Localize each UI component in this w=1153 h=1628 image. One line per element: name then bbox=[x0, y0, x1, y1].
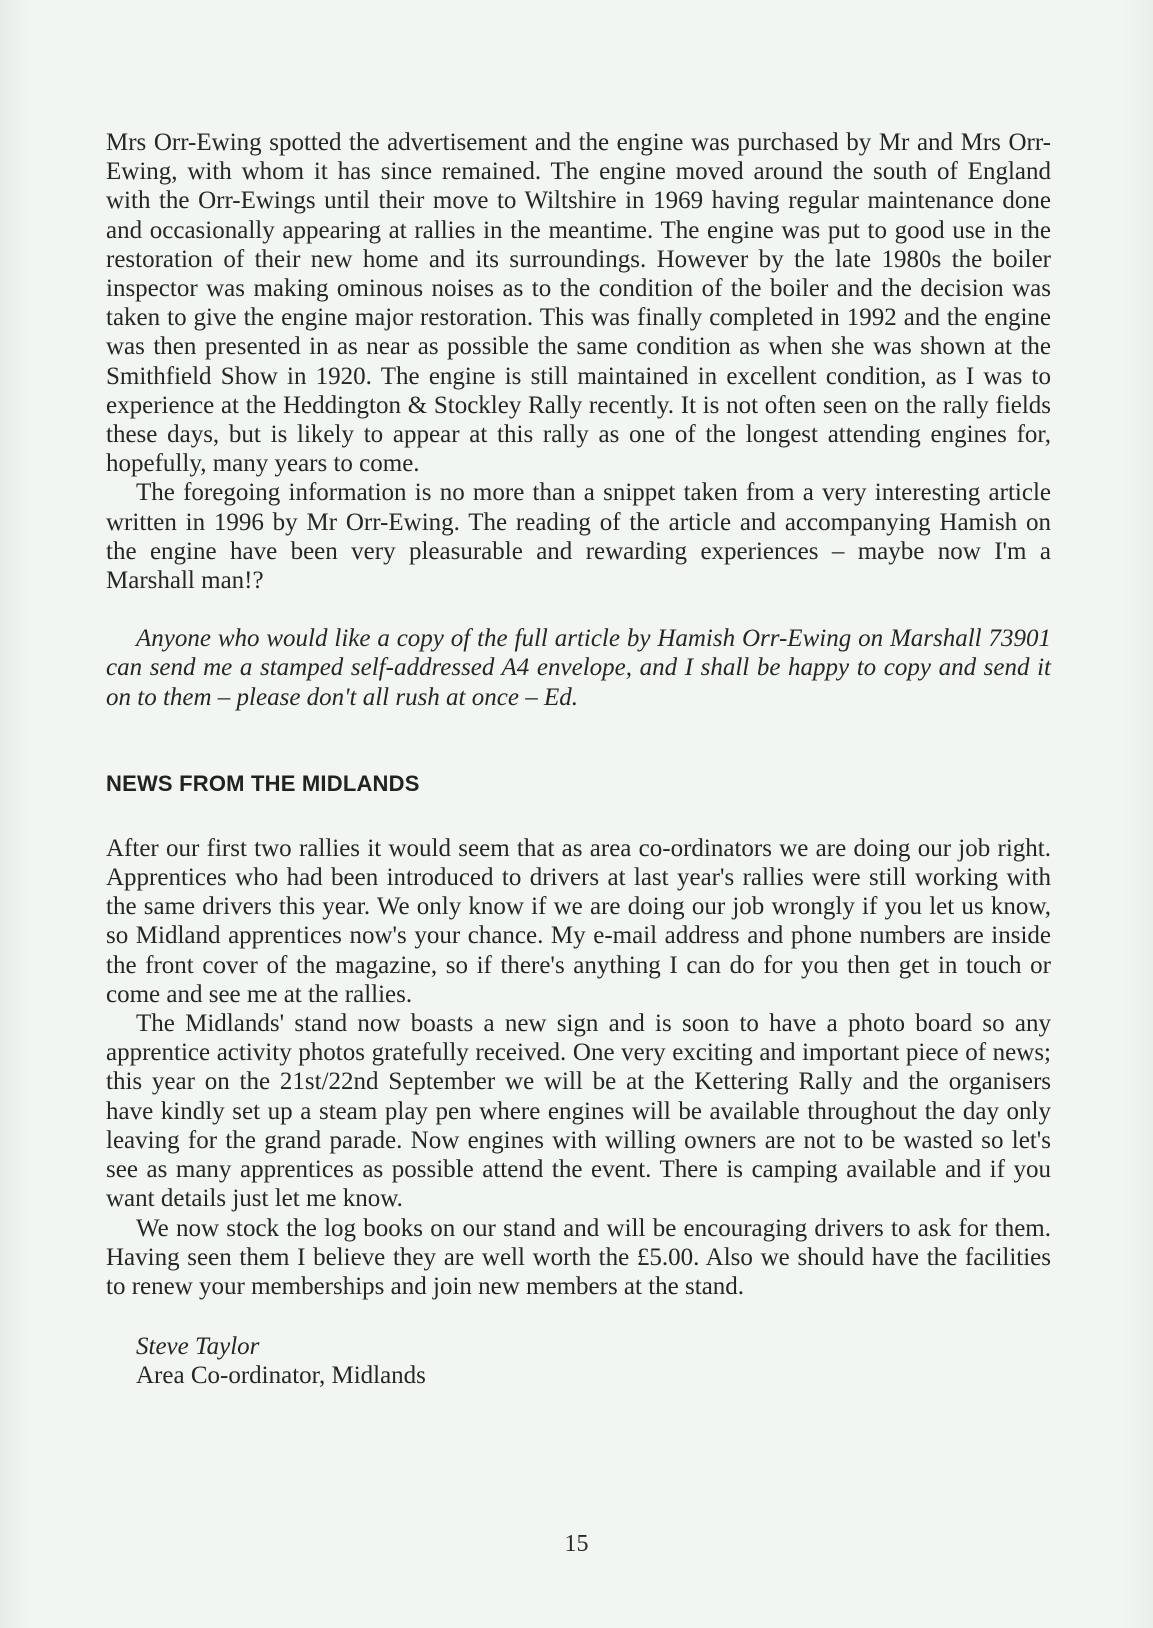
article-continued-paragraph: Mrs Orr-Ewing spotted the advertisement and the engine was purchased by Mr and Mrs Orr-Ewing, with whom it has since remained. The engine moved around the south of England with the Orr-Ewings until their move to Wiltshire in 1969 having regular maintenance done and occasionally appearing at rallies in the meantime. The engine was put to good use in the restoration of their new home and its surroundings. However by the late 1980s the boiler inspector was making ominous noises as to the condition of the boiler and the decision was taken to give the engine major restoration. This was finally completed in 1992 and the engine was then presented in as near as possible the same condition as when she was shown at the Smithfield Show in 1920. The engine is still maintained in excellent condition, as I was to experience at the Heddington & Stockley Rally recently. It is not often seen on the rally fields these days, but is likely to appear at this rally as one of the longest attending engines for, hopefully, many years to come. bbox=[106, 129, 1051, 478]
page-number: 15 bbox=[564, 1531, 589, 1557]
article-closing-paragraph: The foregoing information is no more than a snippet taken from a very interesting article written in 1996 by Mr Orr-Ewing. The reading of the article and accompanying Hamish on the engine have been very pleasurable and rewarding experiences – maybe now I'm a Marshall man!? bbox=[106, 479, 1051, 595]
text-column bbox=[106, 128, 1051, 1391]
midlands-paragraph-3: We now stock the log books on our stand and will be encouraging drivers to ask for them. Having seen them I believe they are well worth the £5.00. Also we should have the facilities to renew your memberships and join new members at the stand. bbox=[106, 1214, 1051, 1300]
midlands-paragraph-1: After our first two rallies it would seem that as area co-ordinators we are doing our job right. Apprentices who had been introduced to drivers at last year's rallies were still working with the same drivers this year. We only know if we are doing our job wrongly if you let us know, so Midland apprentices now's your chance. My e-mail address and phone numbers are inside the front cover of the magazine, so if there's anything I can do for you then get in touch or come and see me at the rallies. bbox=[106, 834, 1051, 1008]
signature-block bbox=[106, 1332, 1051, 1390]
editor-note: Anyone who would like a copy of the full article by Hamish Orr-Ewing on Marshall 73901 can send me a stamped self-addressed A4 envelope, and I shall be happy to copy and send it on to them – please don't all rush at once – Ed. bbox=[106, 625, 1051, 711]
midlands-paragraph-2: The Midlands' stand now boasts a new sign and is soon to have a photo board so any apprentice activity photos gratefully received. One very exciting and important piece of news; this year on the 21st/22nd September we will be at the Kettering Rally and the organisers have kindly set up a steam play pen where engines will be available throughout the day only leaving for the grand parade. Now engines with willing owners are not to be wasted so let's see as many apprentices as possible attend the event. There is camping available and if you want details just let me know. bbox=[106, 1010, 1051, 1213]
signature-title: Area Co-ordinator, Midlands bbox=[136, 1362, 426, 1390]
section-heading: NEWS FROM THE MIDLANDS bbox=[106, 770, 420, 796]
signature-name: Steve Taylor bbox=[136, 1333, 260, 1361]
